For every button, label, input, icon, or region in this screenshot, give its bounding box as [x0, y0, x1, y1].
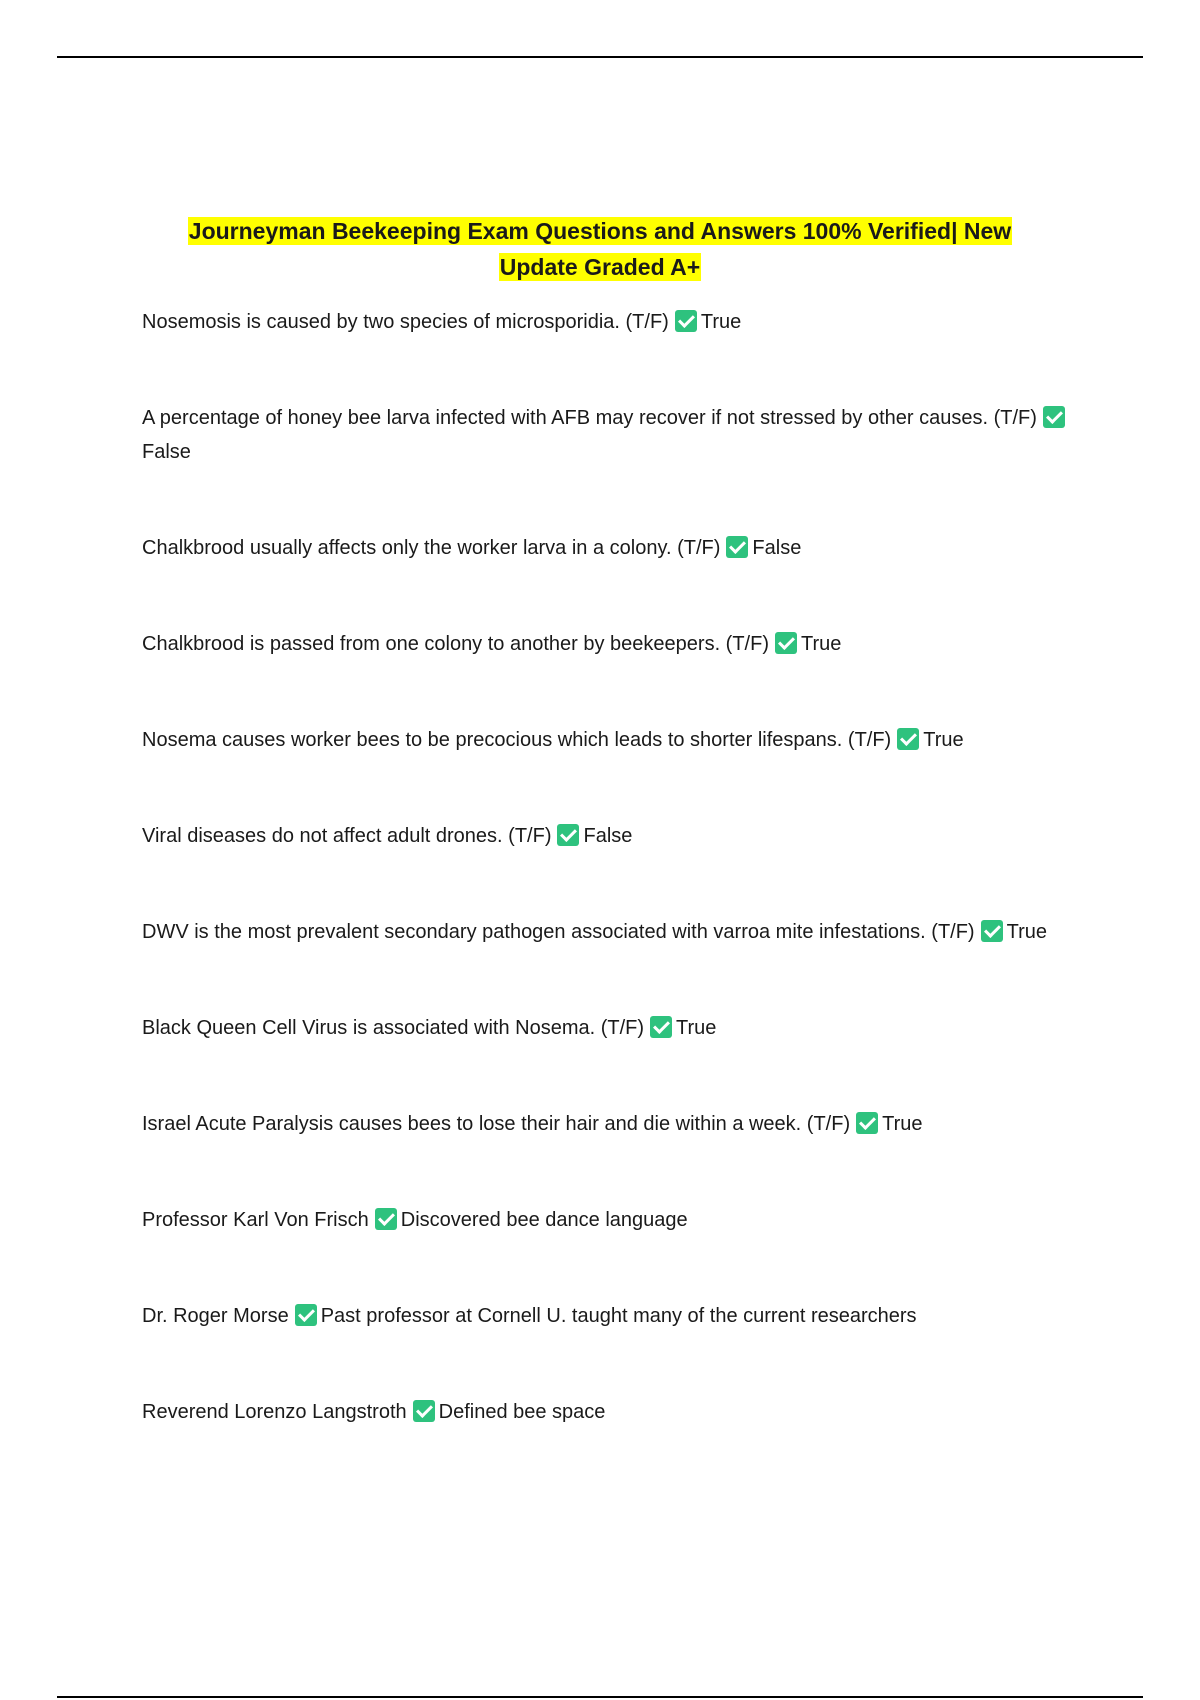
check-mark-icon [897, 728, 919, 750]
check-mark-icon [726, 536, 748, 558]
qa-item [142, 627, 1082, 661]
header-rule [57, 56, 1143, 58]
answer-text: False [583, 825, 633, 847]
check-mark-icon [295, 1304, 317, 1326]
qa-item [142, 723, 1082, 757]
qa-item [142, 915, 1082, 949]
qa-item [142, 819, 1082, 853]
check-mark-icon [557, 824, 579, 846]
qa-item [142, 1107, 1082, 1141]
check-mark-icon [375, 1208, 397, 1230]
answer-text: Defined bee space [438, 1401, 606, 1423]
document-title [130, 213, 1070, 285]
footer-rule [57, 1696, 1143, 1698]
answer-text: Past professor at Cornell U. taught many of the current researchers [320, 1305, 917, 1327]
check-mark-icon [775, 632, 797, 654]
answer-text: True [700, 311, 742, 333]
question-text: Nosemosis is caused by two species of microsporidia. (T/F) [142, 311, 669, 333]
question-text: Dr. Roger Morse [142, 1305, 289, 1327]
answer-text: False [752, 537, 802, 559]
question-text: Chalkbrood usually affects only the worker larva in a colony. (T/F) [142, 537, 721, 559]
question-text: Viral diseases do not affect adult drones. (T/F) [142, 825, 552, 847]
document-title-line2: Update Graded A+ [499, 254, 701, 280]
question-text: Reverend Lorenzo Langstroth [142, 1401, 407, 1423]
answer-text: True [676, 1017, 717, 1039]
check-mark-icon [650, 1016, 672, 1038]
check-mark-icon [675, 310, 697, 332]
qa-item [142, 305, 1082, 339]
qa-item [142, 1011, 1082, 1045]
question-text: Black Queen Cell Virus is associated with Nosema. (T/F) [142, 1017, 645, 1039]
question-text: Israel Acute Paralysis causes bees to lose their hair and die within a week. (T/F) [142, 1113, 851, 1135]
question-text: Nosema causes worker bees to be precocious which leads to shorter lifespans. (T/F) [142, 729, 892, 751]
qa-list [142, 305, 1082, 1491]
question-text: Professor Karl Von Frisch [142, 1209, 369, 1231]
check-mark-icon [856, 1112, 878, 1134]
qa-item [142, 1203, 1082, 1237]
qa-item [142, 1299, 1082, 1333]
question-text: Chalkbrood is passed from one colony to another by beekeepers. (T/F) [142, 633, 769, 655]
answer-text: True [923, 729, 964, 751]
answer-text: True [882, 1113, 923, 1135]
answer-text: False [142, 441, 191, 463]
qa-item [142, 1395, 1082, 1429]
qa-item [142, 531, 1082, 565]
check-mark-icon [413, 1400, 435, 1422]
question-text: DWV is the most prevalent secondary pathogen associated with varroa mite infestations. (T/F) [142, 921, 975, 943]
question-text: A percentage of honey bee larva infected with AFB may recover if not stressed by other causes. (T/F) [142, 407, 1037, 429]
answer-text: Discovered bee dance language [400, 1209, 688, 1231]
check-mark-icon [1043, 406, 1065, 428]
answer-text: True [1006, 921, 1047, 943]
answer-text: True [801, 633, 842, 655]
document-title-line1: Journeyman Beekeeping Exam Questions and Answers 100% Verified| New [188, 218, 1012, 244]
check-mark-icon [981, 920, 1003, 942]
qa-item [142, 401, 1082, 469]
